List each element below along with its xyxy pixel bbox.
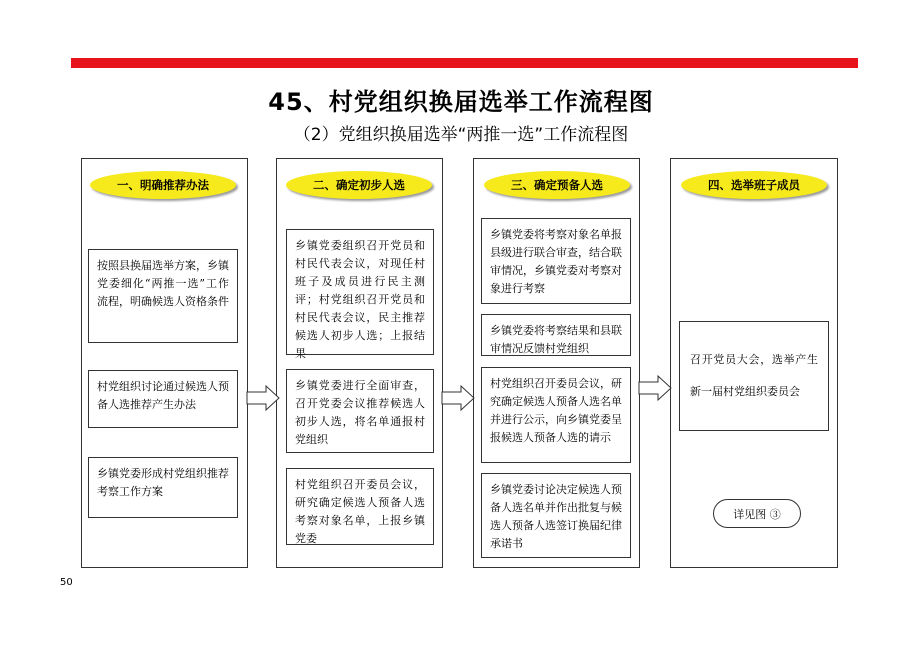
- column-1-step-2: 村党组织讨论通过候选人预备人选推荐产生办法: [88, 370, 238, 428]
- column-3-step-3: 村党组织召开委员会议，研究确定候选人预备人选名单并进行公示，向乡镇党委呈报候选人预备人选的请示: [481, 367, 631, 463]
- column-3-heading: 三、确定预备人选: [484, 171, 630, 199]
- header-red-bar: [71, 58, 858, 68]
- column-4-step-1-text: 召开党员大会，选举产生新一届村党组织委员会: [690, 353, 818, 398]
- column-3-step-4: 乡镇党委讨论决定候选人预备人选名单并作出批复与候选人预备人选签订换届纪律承诺书: [481, 473, 631, 558]
- column-2-heading: 二、确定初步人选: [286, 171, 432, 199]
- column-3-step-2: 乡镇党委将考察结果和县联审情况反馈村党组织: [481, 314, 631, 356]
- column-1-step-3: 乡镇党委形成村党组织推荐考察工作方案: [88, 457, 238, 518]
- column-4-step-1: [679, 321, 829, 431]
- column-3-step-1: 乡镇党委将考察对象名单报县级进行联合审查，结合联审情况，乡镇党委对考察对象进行考察: [481, 218, 631, 304]
- column-1-heading: 一、明确推荐办法: [90, 171, 236, 199]
- page-subtitle: （2）党组织换届选举“两推一选”工作流程图: [293, 125, 629, 145]
- arrow-right-icon: [246, 385, 280, 411]
- column-1-step-1: 按照县换届选举方案，乡镇党委细化“两推一选”工作流程，明确候选人资格条件: [88, 249, 238, 343]
- column-2-step-2: 乡镇党委进行全面审查，召开党委会议推荐候选人初步人选，将名单通报村党组织: [286, 369, 434, 453]
- detail-reference: 详见图 ③: [713, 499, 801, 528]
- arrow-right-icon: [638, 375, 672, 401]
- column-2-step-1: 乡镇党委组织召开党员和村民代表会议，对现任村班子及成员进行民主测评；村党组织召开党员和村民代表会议，民主推荐候选人初步人选；上报结果: [286, 229, 434, 355]
- page-number: 50: [60, 577, 73, 588]
- column-4-heading: 四、选举班子成员: [681, 171, 827, 199]
- arrow-right-icon: [441, 385, 475, 411]
- page-title: 45、村党组织换届选举工作流程图: [268, 88, 654, 116]
- column-2-step-3: 村党组织召开委员会议，研究确定候选人预备人选考察对象名单，上报乡镇党委: [286, 468, 434, 545]
